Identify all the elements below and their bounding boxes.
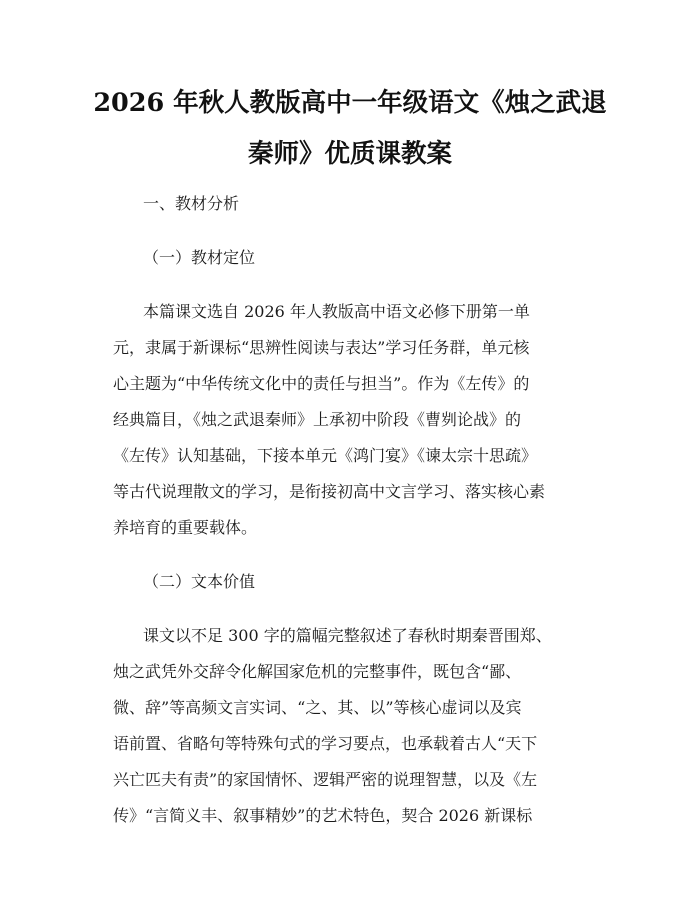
title-line-1: 2026 年秋人教版高中一年级语文《烛之武退 — [93, 88, 607, 118]
document-title — [90, 78, 610, 180]
title-line-2: 秦师》优质课教案 — [247, 139, 452, 169]
paragraph-line: 心主题为“中华传统文化中的责任与担当”。作为《左传》的 — [113, 374, 530, 393]
subsection-heading-value: （二）文本价值 — [143, 572, 256, 591]
subsection-heading-positioning: （一）教材定位 — [143, 248, 256, 267]
paragraph-line: 本篇课文选自 2026 年人教版高中语文必修下册第一单 — [143, 302, 530, 321]
paragraph-line: 烛之武凭外交辞令化解国家危机的完整事件，既包含“鄙、 — [113, 662, 522, 681]
paragraph-line: 兴亡匹夫有责”的家国情怀、逻辑严密的说理智慧，以及《左 — [113, 770, 538, 789]
paragraph-line: 经典篇目，《烛之武退秦师》上承初中阶段《曹刿论战》的 — [113, 410, 522, 429]
paragraph-line: 语前置、省略句等特殊句式的学习要点，也承载着古人“天下 — [113, 734, 538, 753]
paragraph-positioning — [113, 294, 593, 546]
document-body — [113, 186, 593, 852]
paragraph-line: 《左传》认知基础，下接本单元《鸿门宴》《谏太宗十思疏》 — [113, 446, 538, 465]
paragraph-line: 等古代说理散文的学习，是衔接初高中文言学习、落实核心素 — [113, 482, 546, 501]
paragraph-value — [113, 618, 593, 834]
paragraph-line: 微、辞”等高频文言实词、“之、其、以”等核心虚词以及宾 — [113, 698, 522, 717]
paragraph-line: 养培育的重要载体。 — [113, 518, 258, 537]
paragraph-line: 课文以不足 300 字的篇幅完整叙述了春秋时期秦晋围郑、 — [143, 626, 552, 645]
paragraph-line: 元，隶属于新课标“思辨性阅读与表达”学习任务群，单元核 — [113, 338, 530, 357]
paragraph-line: 传》“言简义丰、叙事精妙”的艺术特色，契合 2026 新课标 — [113, 806, 533, 825]
section-heading: 一、教材分析 — [143, 194, 240, 213]
